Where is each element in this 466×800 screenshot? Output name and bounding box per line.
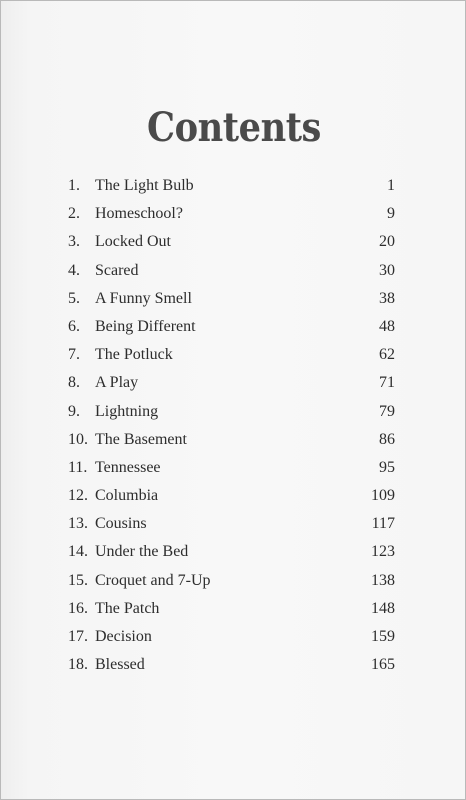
chapter-page: 123 bbox=[371, 543, 395, 561]
chapter-title: Croquet and 7-Up bbox=[95, 571, 211, 589]
table-of-contents bbox=[65, 177, 395, 684]
chapter-title: Columbia bbox=[95, 487, 159, 505]
chapter-number: 10. bbox=[68, 430, 88, 448]
toc-row bbox=[65, 205, 395, 233]
chapter-number: 18. bbox=[68, 656, 88, 674]
toc-row bbox=[65, 628, 395, 656]
chapter-number: 1. bbox=[68, 177, 80, 194]
chapter-title: Tennessee bbox=[95, 458, 161, 476]
chapter-number: 11. bbox=[68, 458, 88, 476]
toc-row bbox=[65, 431, 395, 459]
toc-row bbox=[65, 656, 395, 684]
toc-row bbox=[65, 600, 395, 628]
chapter-number: 17. bbox=[68, 628, 88, 645]
chapter-number: 14. bbox=[68, 543, 88, 561]
chapter-title: Lightning bbox=[95, 402, 159, 420]
chapter-page: 95 bbox=[379, 458, 395, 476]
chapter-page: 79 bbox=[379, 402, 395, 420]
toc-row bbox=[65, 543, 395, 571]
chapter-page: 38 bbox=[379, 289, 395, 307]
toc-row bbox=[65, 290, 395, 318]
chapter-page: 148 bbox=[371, 599, 395, 617]
toc-row bbox=[65, 318, 395, 346]
chapter-number: 8. bbox=[68, 374, 80, 392]
chapter-number: 3. bbox=[68, 233, 80, 251]
toc-row bbox=[65, 487, 395, 515]
chapter-page: 30 bbox=[379, 261, 395, 279]
chapter-number: 12. bbox=[68, 487, 88, 505]
chapter-page: 138 bbox=[371, 571, 395, 589]
chapter-page: 20 bbox=[379, 233, 395, 251]
chapter-title: Homeschool? bbox=[95, 205, 183, 223]
chapter-number: 4. bbox=[68, 261, 80, 279]
chapter-title: The Light Bulb bbox=[95, 177, 194, 194]
chapter-page: 1 bbox=[387, 177, 395, 194]
chapter-number: 7. bbox=[68, 346, 80, 364]
chapter-page: 165 bbox=[371, 656, 395, 674]
chapter-title: The Patch bbox=[95, 599, 160, 617]
chapter-number: 16. bbox=[68, 599, 88, 617]
toc-row bbox=[65, 346, 395, 374]
chapter-title: The Basement bbox=[95, 430, 187, 448]
chapter-title: Locked Out bbox=[95, 233, 171, 251]
page-title: Contents bbox=[147, 104, 321, 151]
toc-row bbox=[65, 459, 395, 487]
toc-row bbox=[65, 262, 395, 290]
chapter-title: Being Different bbox=[95, 317, 196, 335]
chapter-number: 5. bbox=[68, 289, 80, 307]
chapter-number: 9. bbox=[68, 402, 80, 420]
chapter-title: A Funny Smell bbox=[95, 289, 192, 307]
toc-row bbox=[65, 572, 395, 600]
chapter-title: Cousins bbox=[95, 515, 147, 533]
toc-row bbox=[65, 403, 395, 431]
chapter-number: 6. bbox=[68, 317, 80, 335]
chapter-title: Under the Bed bbox=[95, 543, 189, 561]
chapter-page: 109 bbox=[371, 487, 395, 505]
toc-row bbox=[65, 233, 395, 261]
chapter-page: 159 bbox=[371, 628, 395, 645]
chapter-page: 71 bbox=[379, 374, 395, 392]
toc-row bbox=[65, 374, 395, 402]
chapter-number: 2. bbox=[68, 205, 80, 223]
chapter-title: A Play bbox=[95, 374, 139, 392]
toc-row bbox=[65, 177, 395, 205]
chapter-title: The Potluck bbox=[95, 346, 173, 364]
chapter-title: Blessed bbox=[95, 656, 145, 674]
chapter-title: Scared bbox=[95, 261, 139, 279]
chapter-page: 48 bbox=[379, 317, 395, 335]
chapter-page: 86 bbox=[379, 430, 395, 448]
chapter-number: 15. bbox=[68, 571, 88, 589]
chapter-page: 117 bbox=[371, 515, 395, 533]
toc-row bbox=[65, 515, 395, 543]
chapter-page: 62 bbox=[379, 346, 395, 364]
chapter-title: Decision bbox=[95, 628, 152, 645]
chapter-page: 9 bbox=[387, 205, 395, 223]
chapter-number: 13. bbox=[68, 515, 88, 533]
